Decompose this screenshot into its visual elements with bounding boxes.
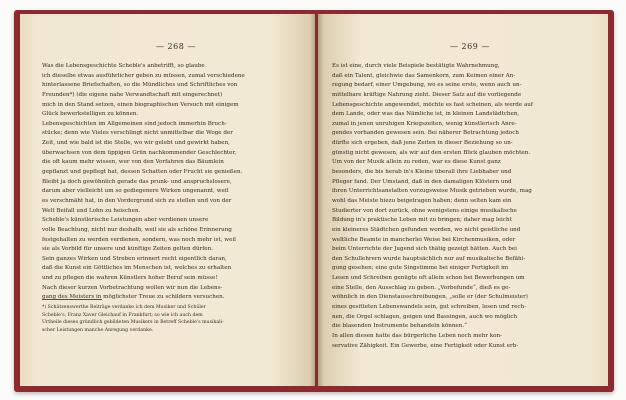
text-line: es verschmäht hat, in den Vordergrund sich zu stellen und von der [42,197,232,204]
text-line: In allen diesen hatte das bürgerliche Leben noch mehr kon- [332,332,503,339]
footnote-rule [42,299,102,300]
text-line: Lesen und Schreiben genügte oft allein schon bei Bewerbungen um [332,275,525,282]
text-line: Nach dieser kurzen Vorbetrachtung wollen wir nun die Lebens- [42,284,223,291]
text-line: eines gesitteten Lebenswandels sein, gut schreiben, lesen und rech- [332,304,527,311]
text-line: mich in den Stand setzen, einen biographischen Versuch mit einigem [42,101,239,108]
text-line: beim Unterrichte der Jugend sich thätig gezeigt hätten. Auch bei [332,246,517,253]
text-line: günstig nicht gewesen, als wir auf den ersten Blick glauben möchten. [332,149,531,156]
text-line: sie als Vorbild für unsere und künftige Zeiten gelten dürfen. [42,246,213,253]
left-page-text [42,62,300,303]
footnote [42,304,300,334]
text-line: besonders, die bis herab in's Kleine überall ihre Liebhaber und [332,169,512,176]
text-line: nen, die Orgel schlagen, geigen und Bassingen, auch wo möglich [332,313,518,320]
text-line: und zu pflegen die wahren Künstlers hoher Beruf sein müsse! [42,275,218,282]
text-line: weltliche Beamte in mancherlei Weise bei Kirchenmusiken, oder [332,236,516,243]
text-line: ich dieselbe etwas ausführlicher geben zu müssen, zumal verschiedene [42,72,245,79]
text-line: ihren Unterrichtsanstalten vorzugsweise Musik getrieben wurde, mag [332,188,532,195]
text-line: wohl das Meiste hiezu beigetragen haben; denn selten kam ein [332,197,512,204]
text-line: daß ein Talent, gleichwie das Samenkorn, zum Keimen einer An- [332,72,516,79]
text-line: Lebensgeschichte angewendet, möchte es fast scheinen, als werde auf [332,101,533,108]
text-line: eine Stelle, den Ausschlag zu geben. „Vorbefunde“, dieß es ge- [332,284,511,291]
text-line: gung gesehen; eine gute Singstimme bei einiger Fertigkeit im [332,265,509,272]
text-line: überwachsen von dem üppigen Grün nachkommender Geschlechter, [42,149,237,156]
text-line: regung bedarf, einer Umgebung, wo es seine erste, wenn auch un- [332,82,522,89]
text-line: Glück bewerkstelligen zu können. [42,111,139,118]
text-line: scher Leistungen manche Anregung verdanke. [42,327,154,333]
right-page [318,14,608,386]
text-line: den Schullehrern wurde hauptsächlich nur auf musikalische Befähi- [332,255,526,262]
text-line: stücke; denn wie Vieles verschlingt nicht unmittelbar die Woge der [42,130,233,137]
text-line: hinterlassene Briefschaften, so die Mündliches und Schriftliches von [42,82,238,89]
text-line: gang des Meisters in möglichster Treue zu schildern versuchen. [42,294,225,301]
text-line: darum aber vielleicht um so gediegenere Wirken ungenannt, weil [42,188,229,195]
text-line: die oft kaum mehr wissen, wer von den Vorfahren das Bäumlein [42,159,224,166]
text-line: Bleibt ja doch gewöhnlich gerade das prunk- und anspruchslosere, [42,178,232,185]
text-line: Es ist eine, durch viele Beispiele bestätigte Wahrnehmung, [332,63,500,69]
text-line: Zeit, und wie bald ist die Stelle, wo wir gelebt und gewirkt haben, [42,140,230,147]
text-line: Was die Lebensgeschichte Scheble's anbetrifft, so glaube [42,63,205,69]
text-line: zumal in jenen unruhigen Kriegszeiten, wenig künstlerisch Anre- [332,120,517,127]
book-gutter [310,14,324,386]
text-line: festgehalten zu werden verdienen, sondern, was noch mehr ist, weil [42,236,236,243]
text-line: Scheble's künstlerische Leistungen aber verdienen unsere [42,217,209,224]
text-line: servative Zähigkeit. Ein Gewerbe, eine Fertigkeit oder Kunst erb- [332,342,519,349]
text-line: dem Lande, oder was das Nämliche ist, in kleinen Landstädtchen, [332,111,520,118]
right-page-text [332,62,594,351]
text-line: volle Beachtung, nicht nur deshalb, weil sie als schöne Erinnerung [42,226,232,233]
text-line: Urtheile dieses gründlich gebildeten Musikers in Betreff Scheble's musikali- [42,320,224,325]
page-number-right: — 269 — [450,42,490,51]
text-line: die blasenden Instrumente behandeln können.“ [332,323,467,330]
text-line: wöhnlich in den Dienstausschreibungen, „solle er (der Schulmeister) [332,294,528,301]
text-line: Lebensgeschichten im Allgemeinen sind jedoch immerhin Bruch- [42,120,227,127]
text-line: gepflanzt und gepflegt hat, dessen Schatten oder Frucht sie genießen. [42,169,243,176]
text-line: Bildung in's praktische Leben mit zu bringen; daher mag leicht [332,217,512,224]
text-line: Studierter von dort zurück, ohne wenigstens einige musikalische [332,207,517,214]
text-line: Pfleger fand. Der Umstand, daß in den damaligen Klöstern und [332,178,512,185]
text-line: Sein ganzes Wirken und Streben erinnert recht eigentlich daran, [42,255,227,262]
text-line: Scheble's, Franz Xaver Gleichauf in Frankfurt; so wie ich auch dem [42,312,203,318]
text-line: Um von der Musik allein zu reden, war es diese Kunst ganz [332,159,501,166]
page-number-left: — 268 — [156,42,196,51]
text-line: dürfte sich ergeben, daß jene Zeiten in dieser Beziehung so un- [332,140,513,147]
text-line: gendes vorhanden gewesen sein. Bei näherer Betrachtung jedoch [332,130,519,137]
text-line: mittelbare kräftige Nahrung zieht. Dieser Satz auf die vorliegende [332,91,522,98]
text-line: ein kleineres Städtchen gefunden worden, wo nicht geistliche und [332,226,521,233]
text-line: daß die Kunst ein Göttliches im Menschen ist, welches zu erhalten [42,265,232,272]
text-line: Welt Beifall und Lohn zu heischen. [42,207,141,214]
text-line: *) Schätzenswerthe Beiträge verdanke ich dem Musiker und Schüler [42,305,206,310]
left-page [20,14,315,386]
text-line: Freunden*) (die eigene nahe Verwandtschaft mit eingerechnet) [42,91,223,98]
